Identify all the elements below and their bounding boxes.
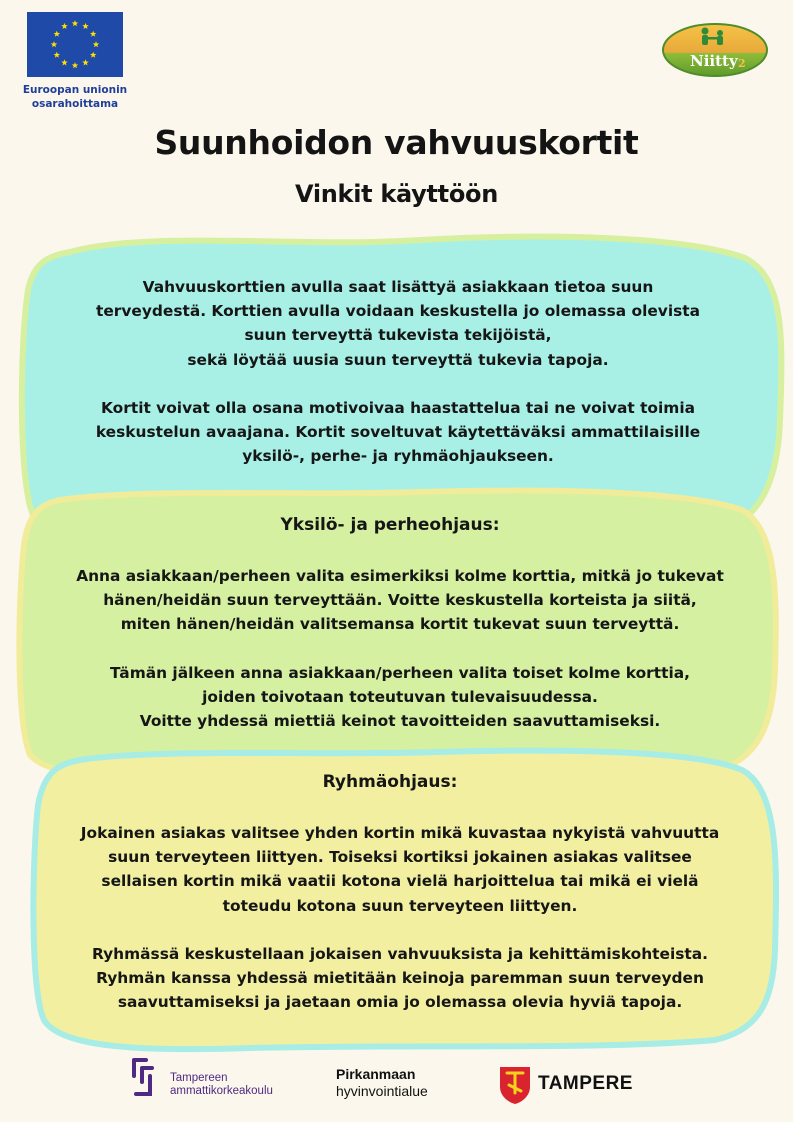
page-title: Suunhoidon vahvuuskortit bbox=[154, 123, 639, 162]
group-line: toteudu kotona suun terveyteen liittyen. bbox=[222, 896, 578, 915]
intro-line: Kortit voivat olla osana motivoivaa haastattelua tai ne voivat toimia bbox=[101, 398, 695, 417]
tamk-line1: Tampereen bbox=[170, 1072, 228, 1084]
individual-line: hänen/heidän suun terveyttään. Voitte keskustella korteista ja siitä, bbox=[103, 591, 697, 610]
individual-line: Anna asiakkaan/perheen valita esimerkiksi kolme korttia, mitkä jo tukevat bbox=[76, 567, 724, 585]
intro-line: terveydestä. Korttien avulla voidaan keskustella jo olemassa olevista bbox=[95, 302, 700, 321]
intro-line: keskustelun avaajana. Kortit soveltuvat käytettäväksi ammattilaisille bbox=[95, 423, 701, 442]
individual-line: joiden toivotaan toteutuvan tulevaisuudessa. bbox=[202, 687, 598, 706]
intro-line: suun terveyttä tukevista tekijöistä, bbox=[244, 326, 552, 345]
intro-line: yksilö-, perhe- ja ryhmäohjaukseen. bbox=[242, 447, 554, 466]
individual-line: Voitte yhdessä miettiä keinot tavoitteiden saavuttamiseksi. bbox=[139, 712, 661, 731]
group-line: Ryhmässä keskustellaan jokaisen vahvuuksista ja kehittämiskohteista. bbox=[91, 944, 708, 963]
pirkanmaa-line2: hyvinvointialue bbox=[336, 1083, 428, 1099]
tampere-crest-icon bbox=[498, 1065, 532, 1105]
page-subtitle: Vinkit käyttöön bbox=[294, 180, 499, 208]
group-line: saavuttamiseksi ja jaetaan omia jo olemassa olevia hyviä tapoja. bbox=[117, 993, 683, 1012]
eu-caption-line2: osarahoittama bbox=[31, 98, 119, 110]
tampere-name: TAMPERE bbox=[538, 1073, 633, 1094]
individual-text bbox=[40, 564, 760, 733]
group-line: Ryhmän kanssa yhdessä mietitään keinoja paremman suun terveyden bbox=[96, 969, 704, 988]
pirkanmaa-line1: Pirkanmaan bbox=[336, 1066, 416, 1082]
group-line: Jokainen asiakas valitsee yhden kortin mikä kuvastaa nykyistä vahvuutta bbox=[80, 824, 720, 842]
pirkanmaa-logo bbox=[336, 1066, 476, 1100]
niitty-logo-text: Niitty bbox=[690, 52, 738, 70]
intro-line: sekä löytää uusia suun terveyttä tukevia tapoja. bbox=[187, 350, 609, 369]
tamk-line2: ammattikorkeakoulu bbox=[170, 1085, 273, 1097]
group-heading: Ryhmäohjaus: bbox=[322, 772, 458, 792]
intro-line: Vahvuuskorttien avulla saat lisättyä asiakkaan tietoa suun bbox=[142, 278, 654, 296]
individual-line: Tämän jälkeen anna asiakkaan/perheen valita toiset kolme korttia, bbox=[110, 663, 690, 682]
individual-heading: Yksilö- ja perheohjaus: bbox=[280, 515, 500, 535]
eu-caption-line1: Euroopan unionin bbox=[22, 84, 128, 96]
intro-text bbox=[60, 275, 736, 468]
tamk-name bbox=[170, 1072, 310, 1098]
group-line: suun terveyteen liittyen. Toiseksi kortiksi jokainen asiakas valitsee bbox=[108, 848, 692, 867]
individual-line: miten hänen/heidän valitsemansa kortit tukevat suun terveyttä. bbox=[120, 615, 680, 634]
niitty-logo-number: 2 bbox=[738, 57, 746, 70]
group-text bbox=[50, 821, 750, 1014]
group-line: sellaisen kortin mikä vaatii kotona vielä harjoittelua tai mikä ei vielä bbox=[101, 872, 699, 891]
